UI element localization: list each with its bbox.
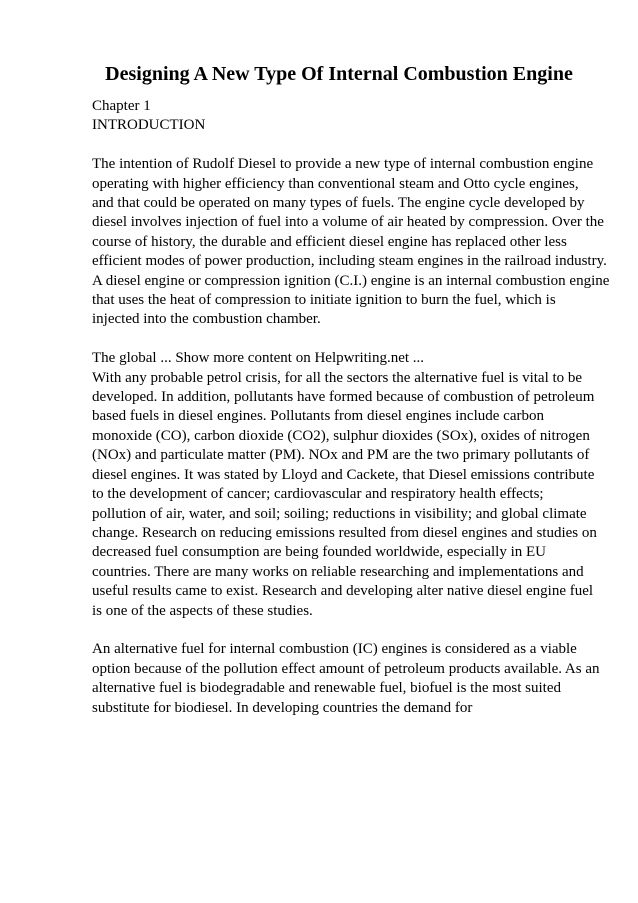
text-line: developed. In addition, pollutants have formed because of combustion of petroleum	[92, 389, 595, 406]
paragraph-2	[92, 349, 612, 621]
text-line: countries. There are many works on reliable researching and implementations and	[92, 563, 584, 580]
paragraph-gap	[92, 330, 612, 349]
text-line: diesel engines. It was stated by Lloyd and Cackete, that Diesel emissions contribute	[92, 466, 595, 483]
text-line: diesel involves injection of fuel into a volume of air heated by compression. Over the	[92, 214, 604, 231]
text-line: and that could be operated on many types of fuels. The engine cycle developed by	[92, 195, 585, 212]
paragraph-gap	[92, 136, 612, 155]
text-line: An alternative fuel for internal combustion (IC) engines is considered as a viable	[92, 641, 577, 658]
text-line: substitute for biodiesel. In developing countries the demand for	[92, 699, 473, 716]
text-line: (NOx) and particulate matter (PM). NOx and PM are the two primary pollutants of	[92, 447, 590, 464]
text-line: useful results came to exist. Research and developing alter native diesel engine fuel	[92, 583, 594, 600]
paragraph-3	[92, 640, 612, 718]
document-body	[92, 97, 612, 718]
text-line: course of history, the durable and efficient diesel engine has replaced other less	[92, 233, 567, 250]
text-line: operating with higher efficiency than conventional steam and Otto cycle engines,	[92, 175, 579, 192]
text-line: that uses the heat of compression to initiate ignition to burn the fuel, which is	[92, 292, 556, 309]
text-line: alternative fuel is biodegradable and renewable fuel, biofuel is the most suited	[92, 680, 562, 697]
text-line: to the development of cancer; cardiovascular and respiratory health effects;	[92, 486, 544, 503]
text-line: based fuels in diesel engines. Pollutants from diesel engines include carbon	[92, 408, 544, 425]
section-heading: INTRODUCTION	[92, 117, 206, 134]
text-line: efficient modes of power production, including steam engines in the railroad industry.	[92, 253, 607, 270]
text-line: pollution of air, water, and soil; soiling; reductions in visibility; and global climate	[92, 505, 587, 522]
text-line: decreased fuel consumption are being founded worldwide, especially in EU	[92, 544, 547, 561]
document-title: Designing A New Type Of Internal Combustion Engine	[105, 63, 573, 85]
text-line: injected into the combustion chamber.	[92, 311, 321, 328]
text-line: monoxide (CO), carbon dioxide (CO2), sulphur dioxides (SOx), oxides of nitrogen	[92, 427, 590, 444]
text-line: A diesel engine or compression ignition (C.I.) engine is an internal combustion engine	[92, 272, 610, 289]
text-line: With any probable petrol crisis, for all the sectors the alternative fuel is vital to be	[92, 369, 583, 386]
paragraph-gap	[92, 621, 612, 640]
text-line: change. Research on reducing emissions resulted from diesel engines and studies on	[92, 524, 597, 541]
show-more-line: The global ... Show more content on Helpwriting.net ...	[92, 350, 425, 367]
text-line: option because of the pollution effect amount of petroleum products available. As an	[92, 660, 600, 677]
chapter-label: Chapter 1	[92, 98, 151, 114]
paragraph-1	[92, 155, 612, 330]
text-line: The intention of Rudolf Diesel to provide a new type of internal combustion engine	[92, 156, 594, 173]
text-line: is one of the aspects of these studies.	[92, 602, 313, 619]
